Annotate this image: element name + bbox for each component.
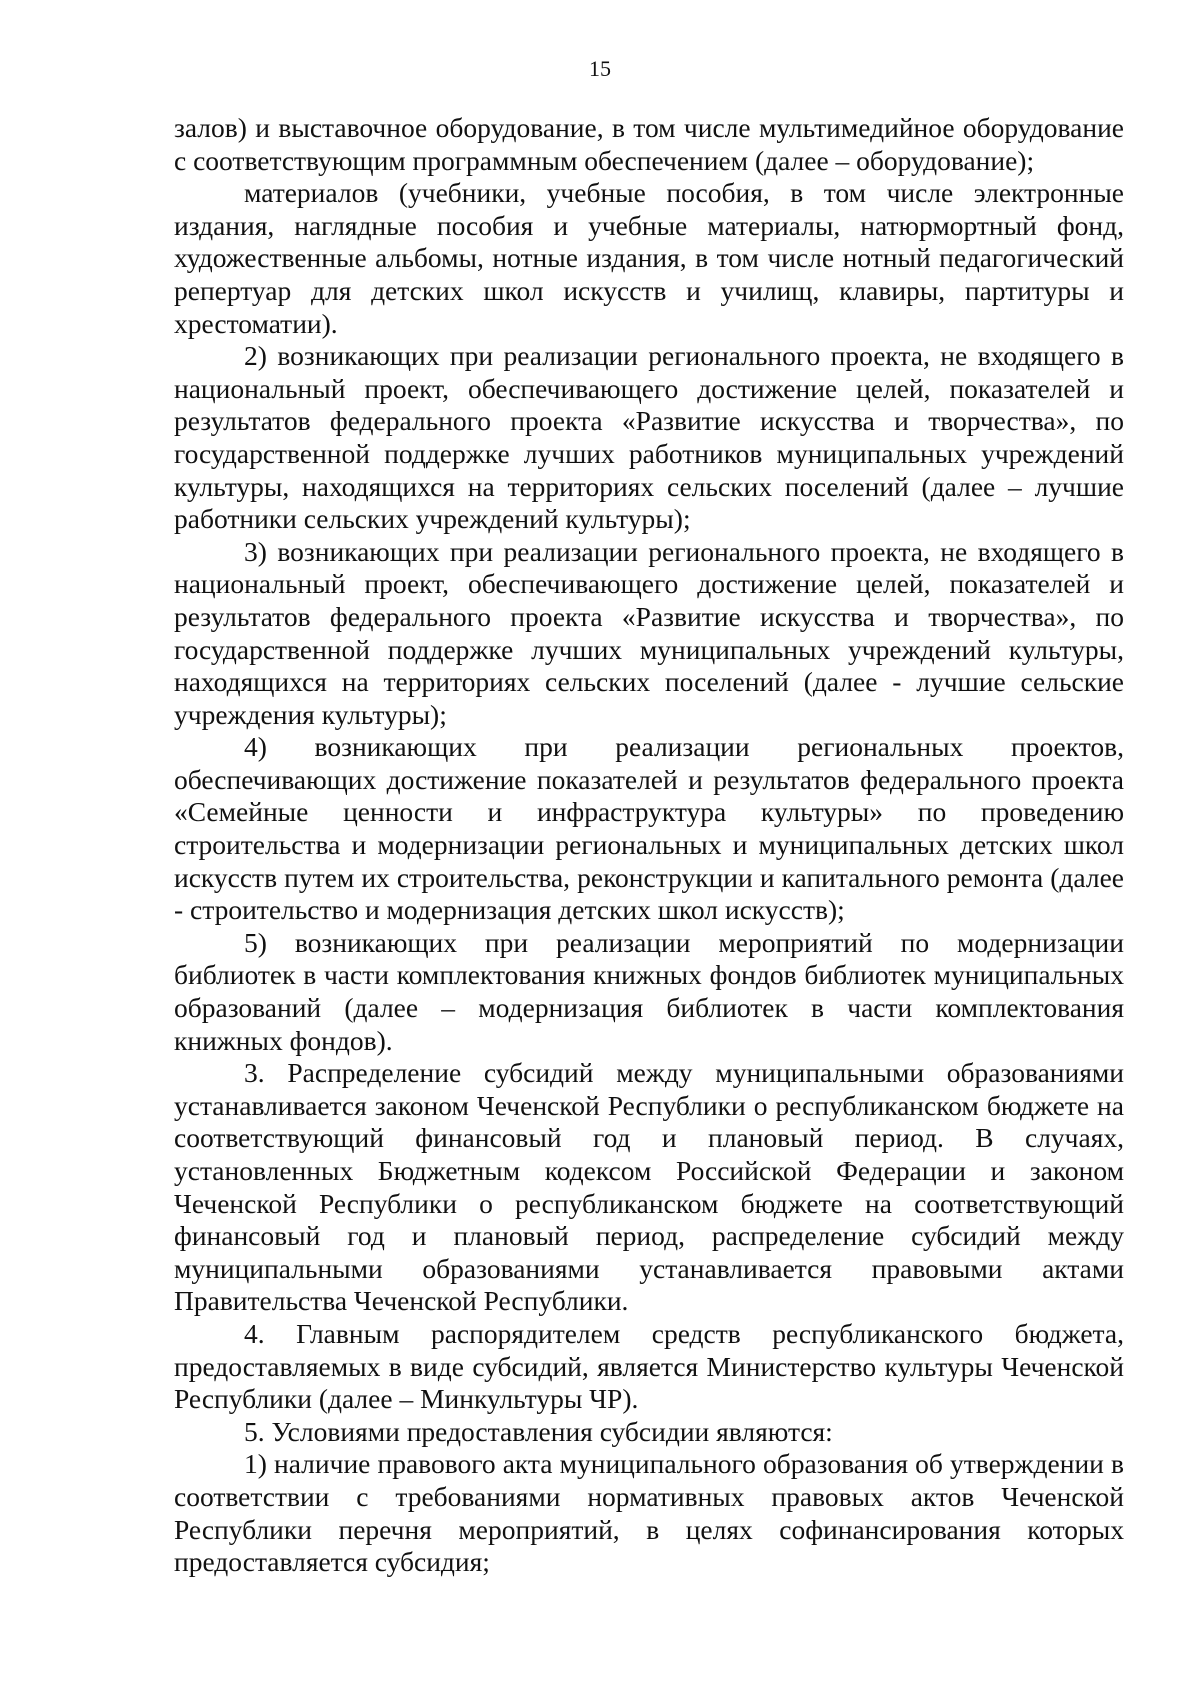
paragraph: 5) возникающих при реализации мероприятий по модернизации библиотек в части комплектования книжных фондов библиотек муниципальных образований (далее – модернизация библиотек в части комплектования книжных фондов). [174, 926, 1124, 1056]
document-body [174, 112, 1124, 1579]
paragraph: материалов (учебники, учебные пособия, в том числе электронные издания, наглядные пособия и учебные материалы, натюрмортный фонд, художественные альбомы, нотные издания, в том числе нотный педагогический репертуар для детских школ искусств и училищ, клавиры, партитуры и хрестоматии). [174, 177, 1124, 339]
paragraph: 3. Распределение субсидий между муниципальными образованиями устанавливается законом Чеченской Республики о республиканском бюджете на соответствующий финансовый год и плановый период. В случаях, установленных Бюджетным кодексом Российской Федерации и законом Чеченской Республики о республиканском бюджете на соответствующий финансовый год и плановый период, распределение субсидий между муниципальными образованиями устанавливается правовыми актами Правительства Чеченской Республики. [174, 1057, 1124, 1317]
paragraph: 5. Условиями предоставления субсидии являются: [244, 1415, 833, 1447]
paragraph: 4) возникающих при реализации региональных проектов, обеспечивающих достижение показателей и результатов федерального проекта «Семейные ценности и инфраструктура культуры» по проведению строительства и модернизации региональных и муниципальных детских школ искусств путем их строительства, реконструкции и капитального ремонта (далее - строительство и модернизация детских школ искусств); [174, 731, 1124, 926]
paragraph: 1) наличие правового акта муниципального образования об утверждении в соответствии с требованиями нормативных правовых актов Чеченской Республики перечня мероприятий, в целях софинансирования которых предоставляется субсидия; [174, 1448, 1124, 1578]
paragraph: залов) и выставочное оборудование, в том числе мультимедийное оборудование с соответствующим программным обеспечением (далее – оборудование); [174, 112, 1124, 176]
paragraph: 2) возникающих при реализации регионального проекта, не входящего в национальный проект, обеспечивающего достижение целей, показателей и результатов федерального проекта «Развитие искусства и творчества», по государственной поддержке лучших работников муниципальных учреждений культуры, находящихся на территориях сельских поселений (далее – лучшие работники сельских учреждений культуры); [174, 340, 1124, 535]
paragraph: 4. Главным распорядителем средств республиканского бюджета, предоставляемых в виде субсидий, является Министерство культуры Чеченской Республики (далее – Минкультуры ЧР). [174, 1317, 1124, 1415]
page-number: 15 [589, 56, 611, 81]
paragraph: 3) возникающих при реализации регионального проекта, не входящего в национальный проект, обеспечивающего достижение целей, показателей и результатов федерального проекта «Развитие искусства и творчества», по государственной поддержке лучших муниципальных учреждений культуры, находящихся на территориях сельских поселений (далее - лучшие сельские учреждения культуры); [174, 535, 1124, 730]
